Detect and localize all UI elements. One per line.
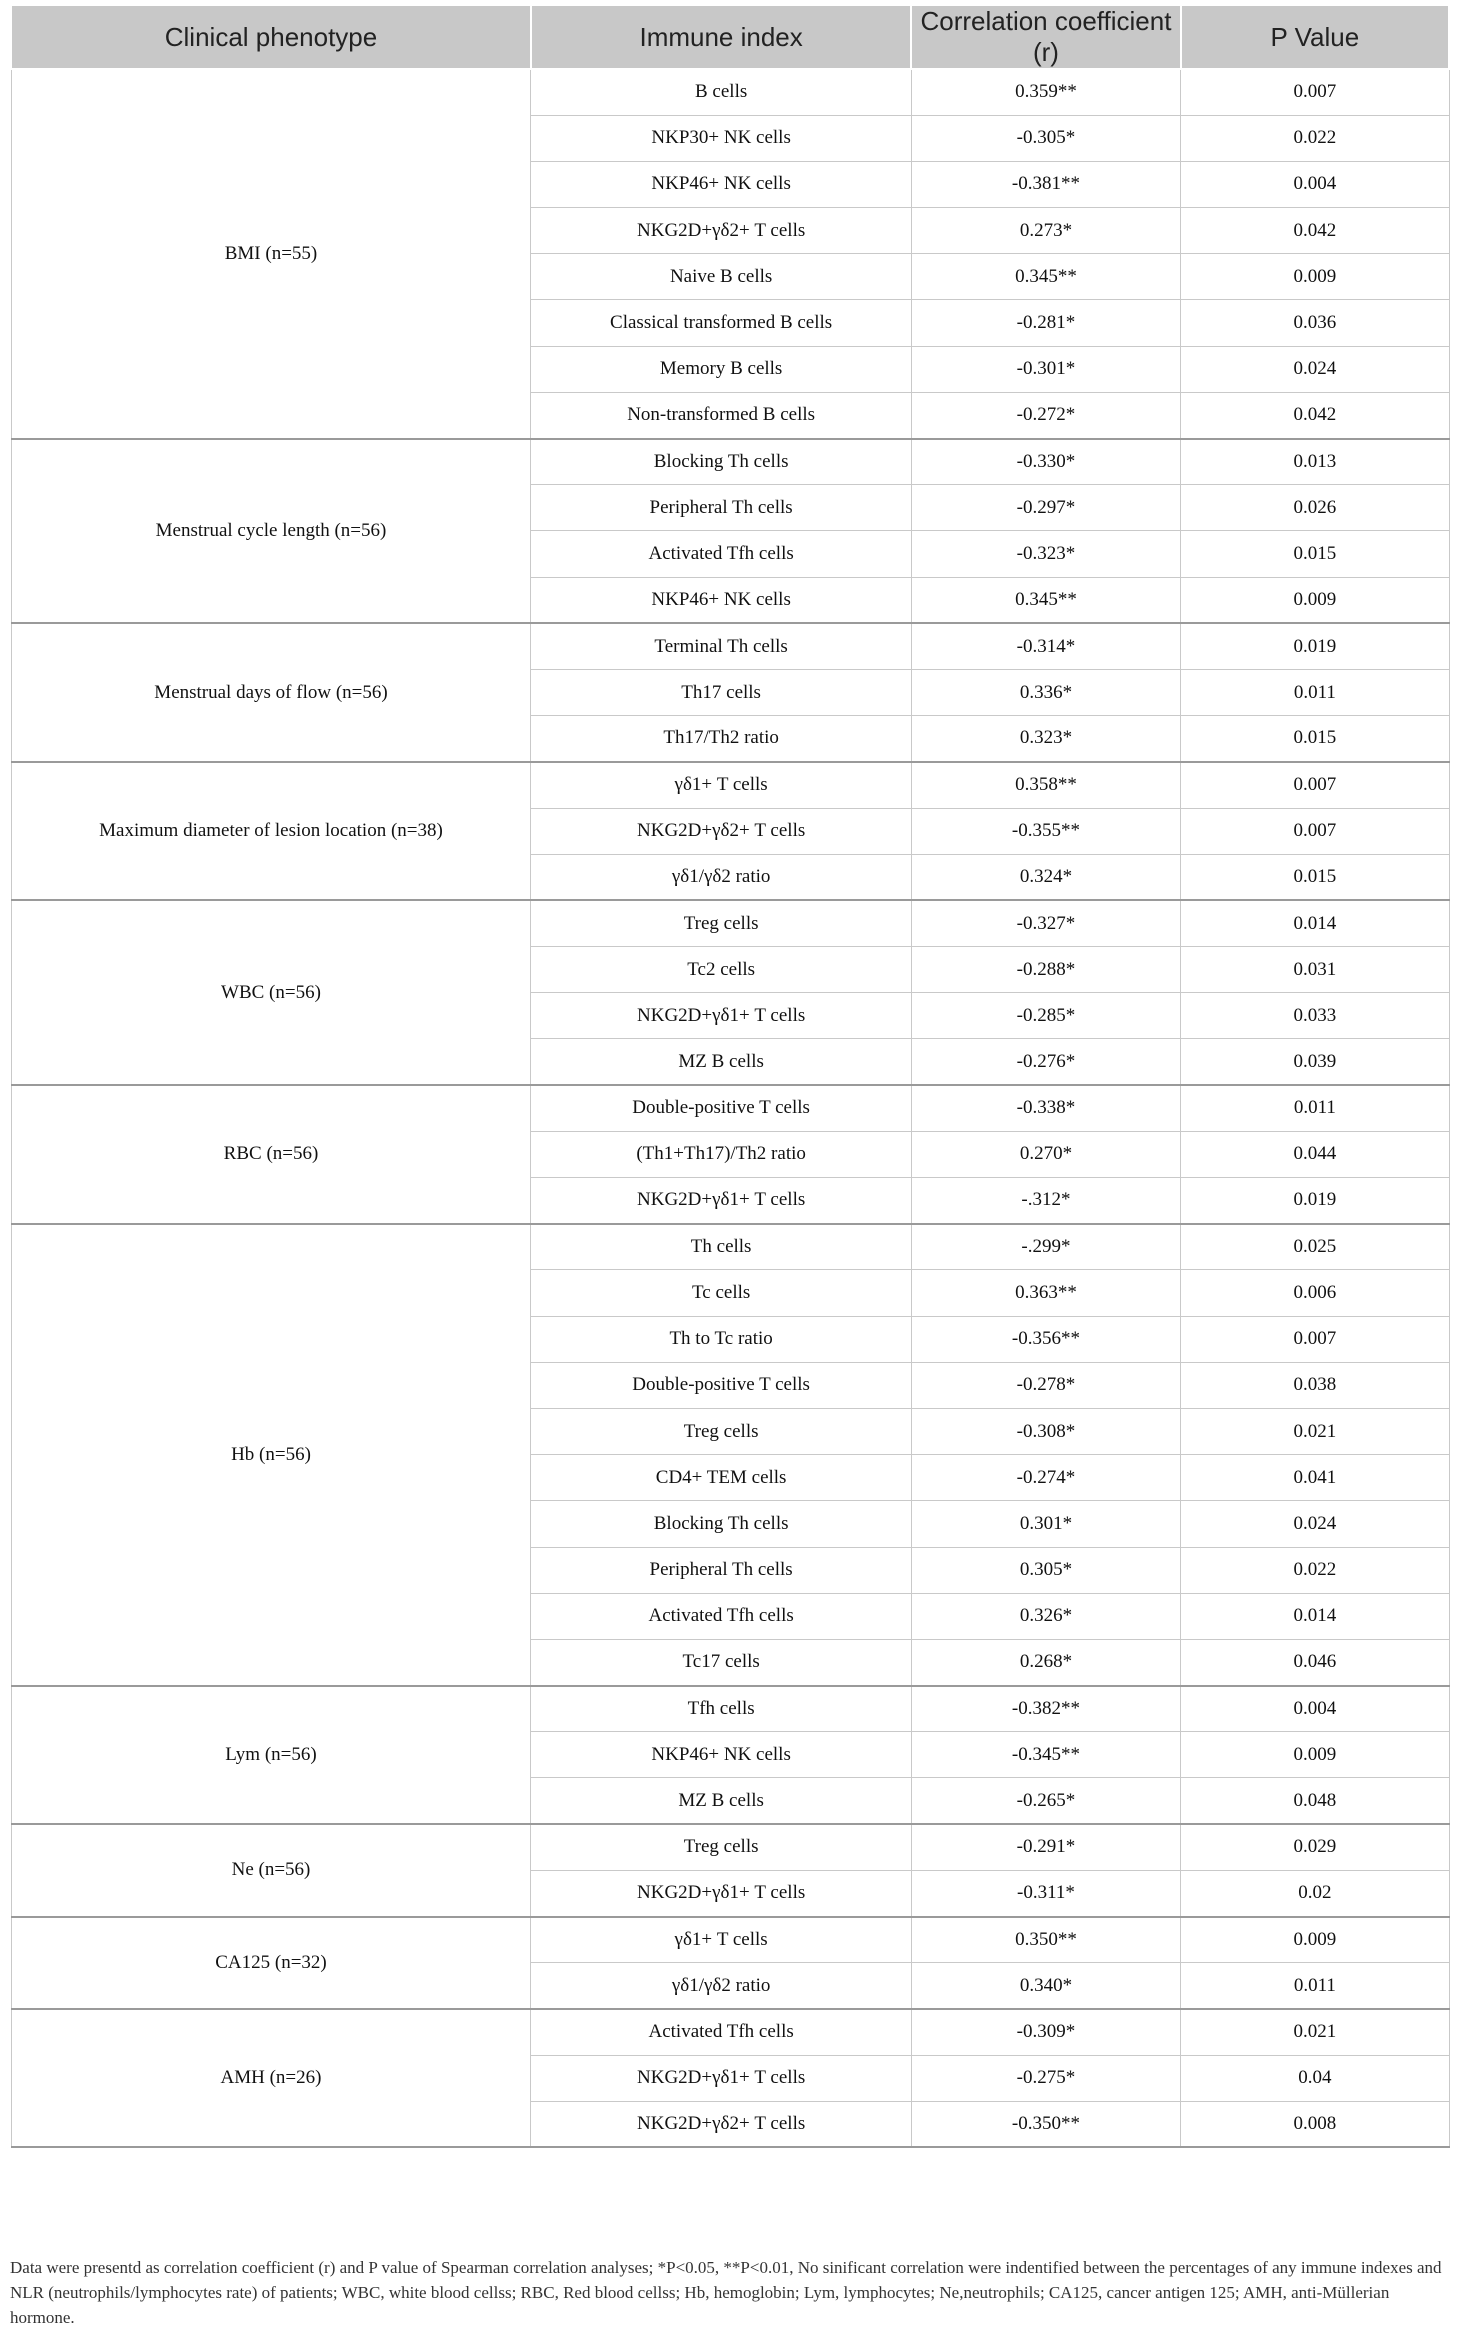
- correlation-coefficient-cell: -0.275*: [911, 2055, 1180, 2101]
- p-value-cell: 0.019: [1181, 1178, 1449, 1224]
- correlation-coefficient-cell: -0.327*: [911, 900, 1180, 946]
- immune-index-cell: Blocking Th cells: [531, 439, 911, 485]
- correlation-coefficient-cell: -0.345**: [911, 1732, 1180, 1778]
- p-value-cell: 0.041: [1181, 1455, 1449, 1501]
- correlation-coefficient-cell: -0.305*: [911, 115, 1180, 161]
- clinical-phenotype-cell: Hb (n=56): [11, 1224, 531, 1686]
- immune-index-cell: Double-positive T cells: [531, 1085, 911, 1131]
- clinical-phenotype-cell: CA125 (n=32): [11, 1917, 531, 2009]
- p-value-cell: 0.004: [1181, 1686, 1449, 1732]
- correlation-coefficient-cell: -0.274*: [911, 1455, 1180, 1501]
- immune-index-cell: Naive B cells: [531, 254, 911, 300]
- clinical-phenotype-cell: Maximum diameter of lesion location (n=38): [11, 762, 531, 901]
- correlation-coefficient-cell: -0.288*: [911, 947, 1180, 993]
- immune-index-cell: CD4+ TEM cells: [531, 1455, 911, 1501]
- table-row: [11, 1686, 1449, 1732]
- clinical-phenotype-cell: WBC (n=56): [11, 900, 531, 1085]
- correlation-coefficient-cell: -0.285*: [911, 993, 1180, 1039]
- correlation-coefficient-cell: 0.336*: [911, 669, 1180, 715]
- clinical-phenotype-cell: AMH (n=26): [11, 2009, 531, 2148]
- immune-index-cell: NKP46+ NK cells: [531, 577, 911, 623]
- p-value-cell: 0.02: [1181, 1870, 1449, 1916]
- table-row: [11, 1824, 1449, 1870]
- table-row: [11, 623, 1449, 669]
- p-value-cell: 0.015: [1181, 854, 1449, 900]
- table-row: [11, 1224, 1449, 1270]
- p-value-cell: 0.025: [1181, 1224, 1449, 1270]
- p-value-cell: 0.009: [1181, 254, 1449, 300]
- p-value-cell: 0.024: [1181, 1501, 1449, 1547]
- p-value-cell: 0.009: [1181, 577, 1449, 623]
- correlation-coefficient-cell: -.299*: [911, 1224, 1180, 1270]
- correlation-coefficient-cell: 0.301*: [911, 1501, 1180, 1547]
- immune-index-cell: NKG2D+γδ1+ T cells: [531, 2055, 911, 2101]
- immune-index-cell: Activated Tfh cells: [531, 2009, 911, 2055]
- correlation-coefficient-cell: -0.381**: [911, 161, 1180, 207]
- p-value-cell: 0.036: [1181, 300, 1449, 346]
- p-value-cell: 0.039: [1181, 1039, 1449, 1085]
- immune-index-cell: Th17 cells: [531, 669, 911, 715]
- correlation-coefficient-cell: 0.324*: [911, 854, 1180, 900]
- p-value-cell: 0.019: [1181, 623, 1449, 669]
- correlation-coefficient-cell: 0.305*: [911, 1547, 1180, 1593]
- correlation-coefficient-cell: -0.278*: [911, 1362, 1180, 1408]
- immune-index-cell: Th to Tc ratio: [531, 1316, 911, 1362]
- p-value-cell: 0.013: [1181, 439, 1449, 485]
- immune-index-cell: NKG2D+γδ1+ T cells: [531, 1870, 911, 1916]
- header-row: [11, 5, 1449, 69]
- correlation-coefficient-cell: 0.326*: [911, 1593, 1180, 1639]
- immune-index-cell: NKP30+ NK cells: [531, 115, 911, 161]
- immune-index-cell: NKG2D+γδ2+ T cells: [531, 808, 911, 854]
- correlation-coefficient-cell: -0.281*: [911, 300, 1180, 346]
- correlation-coefficient-cell: -0.311*: [911, 1870, 1180, 1916]
- correlation-coefficient-cell: 0.363**: [911, 1270, 1180, 1316]
- immune-index-cell: Th17/Th2 ratio: [531, 716, 911, 762]
- immune-index-cell: γδ1+ T cells: [531, 1917, 911, 1963]
- table-row: [11, 1917, 1449, 1963]
- table-row: [11, 439, 1449, 485]
- immune-index-cell: Double-positive T cells: [531, 1362, 911, 1408]
- immune-index-cell: NKG2D+γδ1+ T cells: [531, 993, 911, 1039]
- immune-index-cell: (Th1+Th17)/Th2 ratio: [531, 1131, 911, 1177]
- p-value-cell: 0.015: [1181, 531, 1449, 577]
- correlation-coefficient-cell: -0.338*: [911, 1085, 1180, 1131]
- p-value-cell: 0.009: [1181, 1917, 1449, 1963]
- p-value-cell: 0.042: [1181, 392, 1449, 438]
- immune-index-cell: Tc2 cells: [531, 947, 911, 993]
- p-value-cell: 0.008: [1181, 2101, 1449, 2147]
- clinical-phenotype-cell: Menstrual days of flow (n=56): [11, 623, 531, 762]
- correlation-coefficient-cell: -0.291*: [911, 1824, 1180, 1870]
- correlation-coefficient-cell: -0.323*: [911, 531, 1180, 577]
- p-value-cell: 0.048: [1181, 1778, 1449, 1824]
- immune-index-cell: Treg cells: [531, 1408, 911, 1454]
- immune-index-cell: Treg cells: [531, 900, 911, 946]
- correlation-coefficient-cell: -0.309*: [911, 2009, 1180, 2055]
- immune-index-cell: Activated Tfh cells: [531, 531, 911, 577]
- p-value-cell: 0.007: [1181, 762, 1449, 808]
- p-value-cell: 0.022: [1181, 115, 1449, 161]
- p-value-cell: 0.011: [1181, 1085, 1449, 1131]
- correlation-coefficient-cell: -0.272*: [911, 392, 1180, 438]
- correlation-coefficient-cell: 0.359**: [911, 69, 1180, 115]
- p-value-cell: 0.021: [1181, 2009, 1449, 2055]
- p-value-cell: 0.014: [1181, 900, 1449, 946]
- immune-index-cell: Tc17 cells: [531, 1639, 911, 1685]
- p-value-cell: 0.009: [1181, 1732, 1449, 1778]
- correlation-coefficient-cell: 0.358**: [911, 762, 1180, 808]
- clinical-phenotype-cell: Lym (n=56): [11, 1686, 531, 1825]
- immune-index-cell: NKP46+ NK cells: [531, 1732, 911, 1778]
- correlation-coefficient-cell: 0.323*: [911, 716, 1180, 762]
- immune-index-cell: Terminal Th cells: [531, 623, 911, 669]
- p-value-cell: 0.004: [1181, 161, 1449, 207]
- clinical-phenotype-cell: Menstrual cycle length (n=56): [11, 439, 531, 624]
- immune-index-cell: MZ B cells: [531, 1778, 911, 1824]
- clinical-phenotype-cell: RBC (n=56): [11, 1085, 531, 1224]
- correlation-coefficient-cell: -0.356**: [911, 1316, 1180, 1362]
- immune-index-cell: Treg cells: [531, 1824, 911, 1870]
- immune-index-cell: Th cells: [531, 1224, 911, 1270]
- correlation-coefficient-cell: 0.350**: [911, 1917, 1180, 1963]
- table-body: [11, 69, 1449, 2147]
- correlation-coefficient-cell: -0.297*: [911, 485, 1180, 531]
- p-value-cell: 0.04: [1181, 2055, 1449, 2101]
- p-value-cell: 0.007: [1181, 1316, 1449, 1362]
- correlation-coefficient-cell: -0.301*: [911, 346, 1180, 392]
- p-value-cell: 0.022: [1181, 1547, 1449, 1593]
- p-value-cell: 0.021: [1181, 1408, 1449, 1454]
- immune-index-cell: Peripheral Th cells: [531, 1547, 911, 1593]
- correlation-coefficient-cell: -0.355**: [911, 808, 1180, 854]
- immune-index-cell: Activated Tfh cells: [531, 1593, 911, 1639]
- correlation-coefficient-cell: 0.268*: [911, 1639, 1180, 1685]
- correlation-coefficient-cell: -0.350**: [911, 2101, 1180, 2147]
- p-value-cell: 0.044: [1181, 1131, 1449, 1177]
- correlation-coefficient-cell: 0.345**: [911, 577, 1180, 623]
- immune-index-cell: NKP46+ NK cells: [531, 161, 911, 207]
- immune-index-cell: Non-transformed B cells: [531, 392, 911, 438]
- correlation-coefficient-cell: -.312*: [911, 1178, 1180, 1224]
- immune-index-cell: Peripheral Th cells: [531, 485, 911, 531]
- header-p-value: P Value: [1181, 5, 1449, 69]
- p-value-cell: 0.031: [1181, 947, 1449, 993]
- correlation-coefficient-cell: -0.382**: [911, 1686, 1180, 1732]
- p-value-cell: 0.007: [1181, 69, 1449, 115]
- clinical-phenotype-cell: BMI (n=55): [11, 69, 531, 439]
- p-value-cell: 0.015: [1181, 716, 1449, 762]
- p-value-cell: 0.046: [1181, 1639, 1449, 1685]
- table-row: [11, 1085, 1449, 1131]
- p-value-cell: 0.011: [1181, 669, 1449, 715]
- correlation-coefficient-cell: 0.340*: [911, 1963, 1180, 2009]
- correlation-coefficient-cell: -0.314*: [911, 623, 1180, 669]
- table-row: [11, 762, 1449, 808]
- immune-index-cell: Tc cells: [531, 1270, 911, 1316]
- p-value-cell: 0.011: [1181, 1963, 1449, 2009]
- immune-index-cell: NKG2D+γδ2+ T cells: [531, 2101, 911, 2147]
- header-correlation-coefficient: Correlation coefficient (r): [911, 5, 1180, 69]
- correlation-coefficient-cell: -0.276*: [911, 1039, 1180, 1085]
- clinical-phenotype-cell: Ne (n=56): [11, 1824, 531, 1916]
- immune-index-cell: Classical transformed B cells: [531, 300, 911, 346]
- p-value-cell: 0.038: [1181, 1362, 1449, 1408]
- p-value-cell: 0.007: [1181, 808, 1449, 854]
- p-value-cell: 0.033: [1181, 993, 1449, 1039]
- correlation-coefficient-cell: -0.308*: [911, 1408, 1180, 1454]
- p-value-cell: 0.014: [1181, 1593, 1449, 1639]
- p-value-cell: 0.006: [1181, 1270, 1449, 1316]
- correlation-coefficient-cell: 0.345**: [911, 254, 1180, 300]
- immune-index-cell: Blocking Th cells: [531, 1501, 911, 1547]
- table-footnote: Data were presentd as correlation coefficient (r) and P value of Spearman correlation analyses; *P<0.05, **P<0.01, No sinificant correlation were indentified between the percentages of any immune indexes and NLR (neutrophils/lymphocytes rate) of patients; WBC, white blood cellss; RBC, Red blood cellss; Hb, hemoglobin; Lym, lymphocytes; Ne,neutrophils; CA125, cancer antigen 125; AMH, anti-Müllerian hormone.: [10, 2258, 1442, 2327]
- header-clinical-phenotype: Clinical phenotype: [11, 5, 531, 69]
- immune-index-cell: Memory B cells: [531, 346, 911, 392]
- correlation-coefficient-cell: -0.265*: [911, 1778, 1180, 1824]
- p-value-cell: 0.026: [1181, 485, 1449, 531]
- immune-index-cell: MZ B cells: [531, 1039, 911, 1085]
- correlation-coefficient-cell: -0.330*: [911, 439, 1180, 485]
- table-row: [11, 69, 1449, 115]
- table-row: [11, 2009, 1449, 2055]
- immune-index-cell: NKG2D+γδ2+ T cells: [531, 208, 911, 254]
- p-value-cell: 0.042: [1181, 208, 1449, 254]
- immune-index-cell: B cells: [531, 69, 911, 115]
- immune-index-cell: γδ1+ T cells: [531, 762, 911, 808]
- p-value-cell: 0.024: [1181, 346, 1449, 392]
- correlation-coefficient-cell: 0.273*: [911, 208, 1180, 254]
- correlation-table: [10, 4, 1450, 2148]
- table-row: [11, 900, 1449, 946]
- immune-index-cell: Tfh cells: [531, 1686, 911, 1732]
- p-value-cell: 0.029: [1181, 1824, 1449, 1870]
- correlation-coefficient-cell: 0.270*: [911, 1131, 1180, 1177]
- immune-index-cell: NKG2D+γδ1+ T cells: [531, 1178, 911, 1224]
- immune-index-cell: γδ1/γδ2 ratio: [531, 1963, 911, 2009]
- header-immune-index: Immune index: [531, 5, 911, 69]
- immune-index-cell: γδ1/γδ2 ratio: [531, 854, 911, 900]
